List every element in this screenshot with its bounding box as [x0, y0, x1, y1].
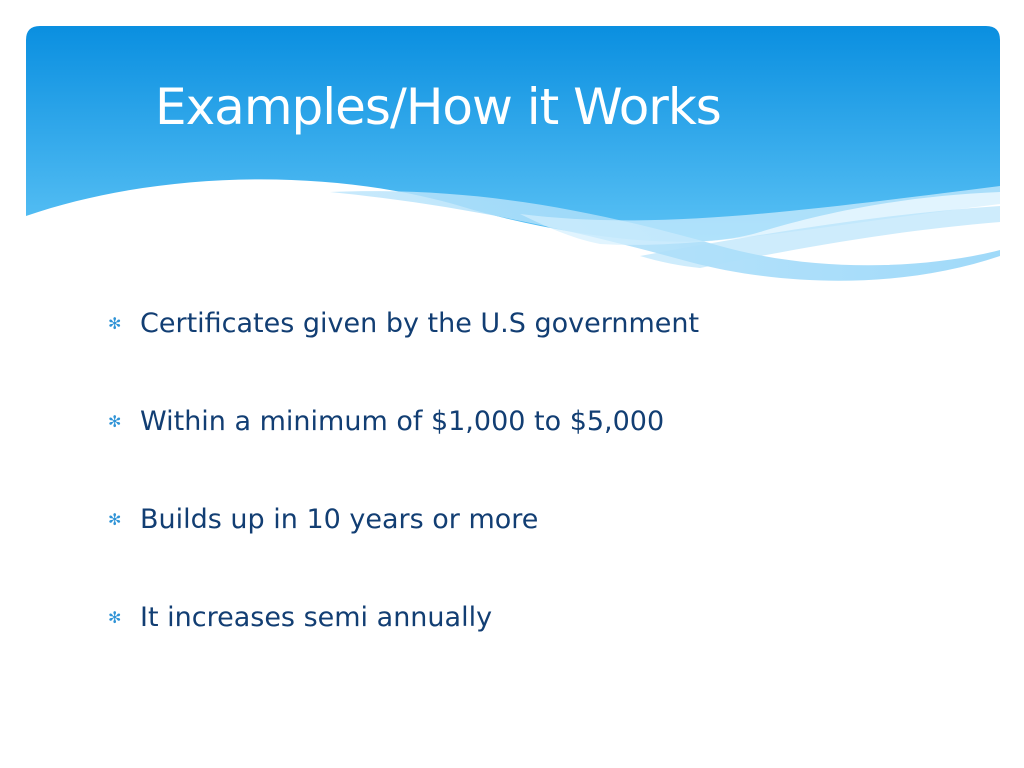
- bullet-asterisk-icon: ✻: [108, 314, 122, 333]
- bullet-asterisk-icon: ✻: [108, 412, 122, 431]
- list-item: [108, 569, 699, 667]
- bullet-asterisk-icon: ✻: [108, 608, 122, 627]
- slide-title: Examples/How it Works: [155, 78, 721, 136]
- bullet-text: It increases semi annually: [140, 602, 493, 633]
- list-item: [108, 471, 699, 569]
- bullet-asterisk-icon: ✻: [108, 510, 122, 529]
- bullet-list: [108, 305, 699, 667]
- list-item: [108, 373, 699, 471]
- bullet-text: Within a minimum of $1,000 to $5,000: [140, 406, 665, 437]
- bullet-text: Certificates given by the U.S government: [140, 308, 700, 339]
- list-item: [108, 275, 699, 373]
- header-wave-background: [0, 0, 1024, 300]
- bullet-text: Builds up in 10 years or more: [140, 504, 539, 535]
